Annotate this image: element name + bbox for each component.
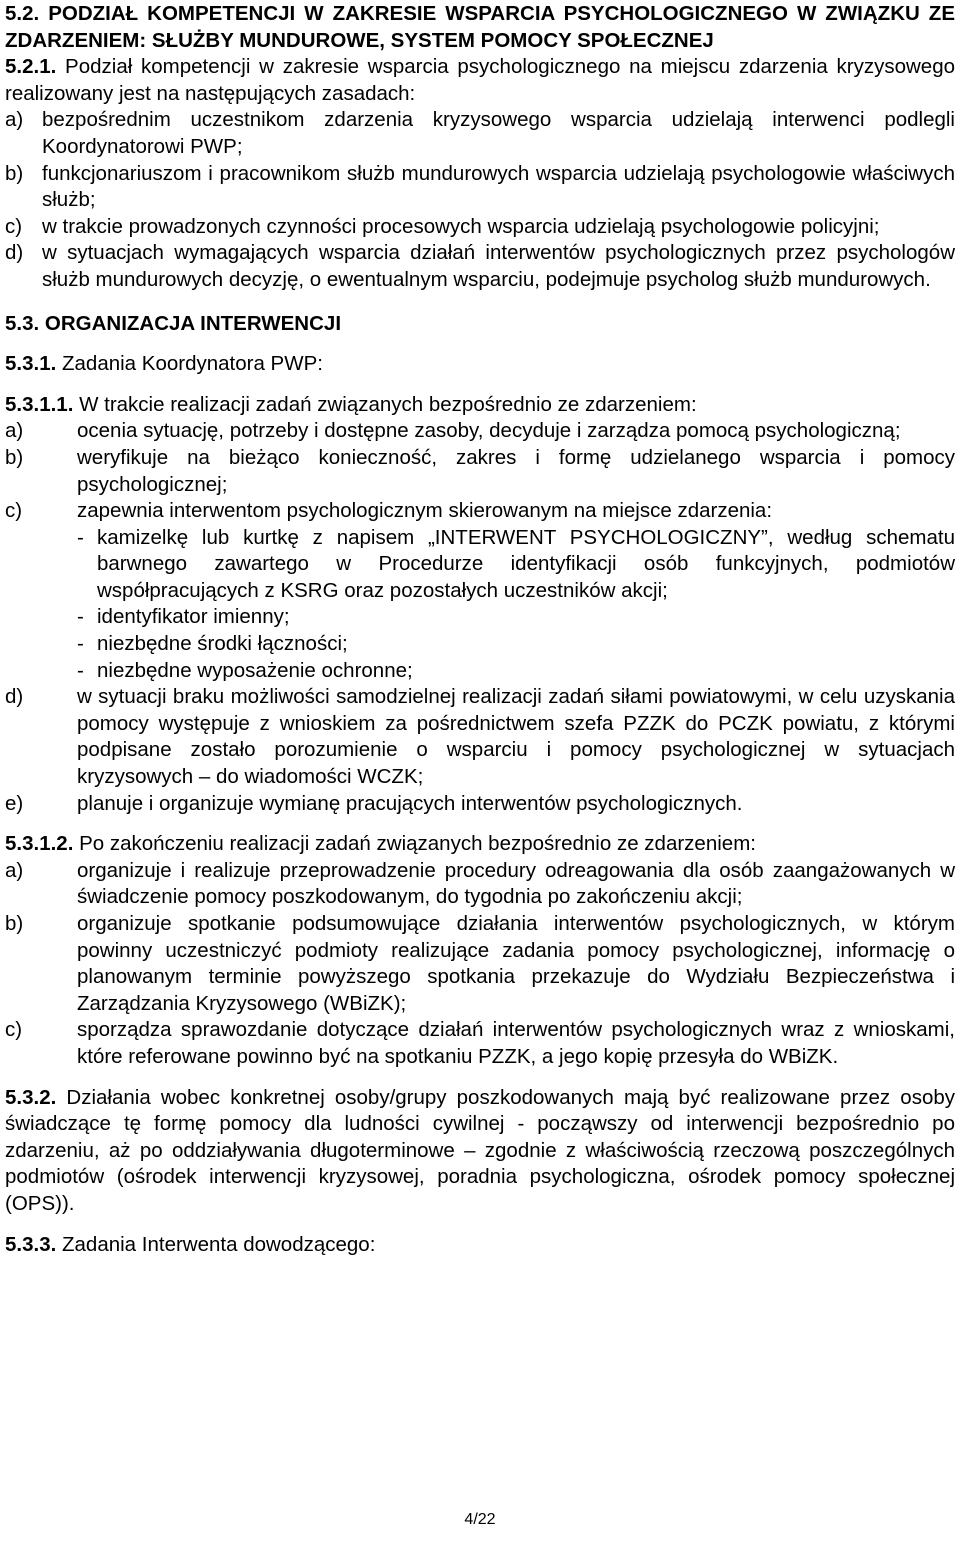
paragraph-number: 5.2.1.	[5, 55, 57, 79]
list-marker: e)	[5, 791, 24, 815]
list-item	[5, 911, 955, 1017]
paragraph-5-3-1-2	[5, 831, 955, 858]
paragraph-text: W trakcie realizacji zadań związanych bezpośrednio ze zdarzeniem:	[79, 392, 697, 416]
list-item-text: w sytuacji braku możliwości samodzielnej realizacji zadań siłami powiatowymi, w celu uzyskania pomocy występuje z wnioskiem za pośrednictwem szefa PZZK do PCZK powiatu, z którymi podpisane zostało porozumienie o wsparciu i pomocy psychologicznej w sytuacjach kryzysowych – do wiadomości WCZK;	[77, 685, 955, 789]
section-5-2-heading: 5.2. PODZIAŁ KOMPETENCJI W ZAKRESIE WSPARCIA PSYCHOLOGICZNEGO W ZWIĄZKU ZE ZDARZENIEM: SŁUŻBY MUNDUROWE, SYSTEM POMOCY SPOŁECZNEJ	[5, 2, 955, 52]
subheading-title: Zadania Koordynatora PWP:	[62, 352, 323, 376]
paragraph-text: Podział kompetencji w zakresie wsparcia psychologicznego na miejscu zdarzenia kryzysowego realizowany jest na następujących zasadach:	[5, 55, 955, 105]
dash-item-text: niezbędne wyposażenie ochronne;	[97, 658, 413, 682]
list-item	[5, 498, 955, 525]
dash-item	[5, 631, 955, 658]
dash-item-text: identyfikator imienny;	[97, 605, 290, 629]
list-5-2-1	[5, 107, 955, 293]
list-marker: c)	[5, 499, 23, 523]
list-item	[5, 858, 955, 911]
list-marker: a)	[5, 858, 24, 882]
subheading-number: 5.3.3.	[5, 1232, 62, 1256]
list-marker: a)	[5, 419, 24, 443]
list-marker: d)	[5, 241, 24, 265]
page-number: 4/22	[464, 1511, 496, 1528]
subheading-number: 5.3.1.	[5, 352, 62, 376]
paragraph-number: 5.3.1.1.	[5, 392, 74, 416]
list-5-3-1-2	[5, 858, 955, 1071]
list-item-text: bezpośrednim uczestnikom zdarzenia kryzysowego wsparcia udzielają interwenci podlegli Koordynatorowi PWP;	[42, 108, 955, 158]
paragraph-text: Działania wobec konkretnej osoby/grupy poszkodowanych mają być realizowane przez osoby świadczące tę formę pomocy dla ludności cywilnej - począwszy od interwencji bezpośrednio po zdarzeniu, aż po oddziaływania długoterminowe – zgodnie z właściwością rzeczową poszczególnych podmiotów (ośrodek interwencji kryzysowej, poradnia psychologiczna, ośrodek pomocy społecznej (OPS)).	[5, 1085, 955, 1215]
list-item-text: zapewnia interwentom psychologicznym skierowanym na miejsce zdarzenia:	[77, 499, 773, 523]
dash-marker: -	[77, 605, 84, 629]
subheading-5-3-1	[5, 351, 955, 378]
list-item	[5, 418, 955, 445]
list-marker: c)	[5, 1018, 23, 1042]
list-item-text: funkcjonariuszom i pracownikom służb mundurowych wsparcia udzielają psychologowie właściwych służb;	[42, 161, 955, 212]
paragraph-5-3-2	[5, 1085, 955, 1218]
list-marker: c)	[5, 214, 23, 238]
dash-item	[5, 604, 955, 631]
subheading-5-3-3	[5, 1232, 955, 1259]
list-marker: d)	[5, 685, 24, 709]
list-item	[5, 445, 955, 498]
dash-item-text: kamizelkę lub kurtkę z napisem „INTERWENT PSYCHOLOGICZNY”, według schematu barwnego zawartego w Procedurze identyfikacji osób funkcyjnych, podmiotów współpracujących z KSRG oraz pozostałych uczestników akcji;	[97, 525, 955, 602]
list-item	[5, 1017, 955, 1070]
subheading-title: Zadania Interwenta dowodzącego:	[62, 1232, 376, 1256]
paragraph-5-3-1-1	[5, 392, 955, 419]
list-item-text: planuje i organizuje wymianę pracujących interwentów psychologicznych.	[77, 791, 743, 815]
dash-marker: -	[77, 658, 84, 682]
paragraph-5-2-1	[5, 54, 955, 107]
list-item-text: ocenia sytuację, potrzeby i dostępne zasoby, decyduje i zarządza pomocą psychologiczną;	[77, 419, 901, 443]
dash-item	[5, 525, 955, 605]
subheading-text	[5, 1233, 375, 1256]
dash-marker: -	[77, 632, 84, 656]
list-item-text: w trakcie prowadzonych czynności procesowych wsparcia udzielają psychologowie policyjni;	[42, 214, 880, 238]
dash-marker: -	[77, 525, 84, 549]
list-item-text: w sytuacjach wymagających wsparcia działań interwentów psychologicznych przez psychologów służb mundurowych decyzję, o ewentualnym wsparciu, podejmuje psycholog służb mundurowych.	[42, 241, 955, 291]
section-5-3-heading: 5.3. ORGANIZACJA INTERWENCJI	[5, 311, 342, 335]
paragraph-number: 5.3.2.	[5, 1085, 57, 1109]
list-item-text: organizuje spotkanie podsumowujące działania interwentów psychologicznych, w którym powinny uczestniczyć podmioty realizujące zadania pomocy psychologicznej, informację o planowanym terminie powyższego spotkania przekazuje do Wydziału Bezpieczeństwa i Zarządzania Kryzysowego (WBiZK);	[77, 912, 955, 1015]
subheading-text	[5, 352, 323, 375]
list-item	[5, 107, 955, 160]
list-item	[5, 214, 955, 241]
list-item	[5, 684, 955, 790]
list-marker: b)	[5, 161, 24, 185]
list-5-3-1-1	[5, 418, 955, 817]
list-item	[5, 240, 955, 293]
paragraph-number: 5.3.1.2.	[5, 832, 74, 856]
list-item	[5, 791, 955, 818]
list-item-text: sporządza sprawozdanie dotyczące działań interwentów psychologicznych wraz z wnioskami, które referowane powinno być na spotkaniu PZZK, a jego kopię przesyła do WBiZK.	[77, 1018, 955, 1068]
dash-item	[5, 658, 955, 685]
paragraph-text: Po zakończeniu realizacji zadań związanych bezpośrednio ze zdarzeniem:	[79, 832, 756, 856]
list-marker: b)	[5, 445, 24, 469]
list-marker: b)	[5, 912, 24, 935]
list-item-text: organizuje i realizuje przeprowadzenie procedury odreagowania dla osób zaangażowanych w świadczenie pomocy poszkodowanym, do tygodnia po zakończeniu akcji;	[77, 858, 955, 909]
dash-item-text: niezbędne środki łączności;	[97, 632, 348, 656]
list-item-text: weryfikuje na bieżąco konieczność, zakres i formę udzielanego wsparcia i pomocy psychologicznej;	[77, 445, 955, 496]
list-item	[5, 161, 955, 214]
list-marker: a)	[5, 108, 24, 132]
